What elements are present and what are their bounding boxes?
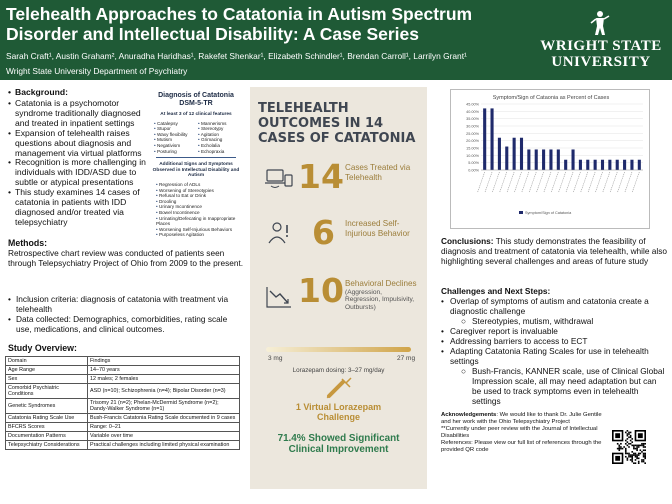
- x-tick-label: [500, 172, 507, 192]
- chart-bar: [505, 147, 508, 170]
- table-row: [6, 423, 240, 432]
- methods-heading: Methods:: [8, 238, 48, 248]
- qr-module: [643, 446, 645, 448]
- dose-min-label: 3 mg: [268, 355, 283, 362]
- dsm-item: • Catalepsy: [154, 121, 194, 127]
- qr-module: [620, 446, 622, 448]
- chart-bar: [616, 160, 619, 170]
- x-tick-label: [603, 172, 610, 192]
- qr-module: [635, 448, 637, 450]
- qr-module: [635, 453, 637, 455]
- chart-bar: [542, 149, 545, 170]
- x-tick-label: [618, 172, 625, 192]
- qr-module: [636, 445, 638, 447]
- x-tick-label: [485, 172, 492, 192]
- qr-module: [643, 449, 645, 451]
- chart-bar: [513, 138, 516, 170]
- qr-module: [631, 454, 633, 456]
- stat-behavioral-title: Behavioral Declines: [345, 279, 417, 288]
- table-value-cell: 12 males; 2 females: [88, 375, 240, 384]
- table-row: [6, 432, 240, 441]
- challenge-item: • Caregiver report is invaluable: [441, 326, 667, 336]
- x-tick-label: [515, 172, 522, 192]
- qr-finder: [615, 433, 620, 438]
- challenges-section: [441, 286, 667, 406]
- table-row: [6, 399, 240, 414]
- chart-bar: [564, 160, 567, 170]
- qr-module: [633, 462, 635, 464]
- qr-module: [636, 458, 638, 460]
- y-tick-label: 30.00%: [466, 124, 479, 129]
- legend-label: Symptom/Sign of Catatonia: [525, 211, 572, 215]
- background-bullet: • Expansion of telehealth raises questions about diagnosis and management via virtual platforms: [8, 129, 148, 159]
- chart-bar: [586, 160, 589, 170]
- qr-module: [630, 435, 632, 437]
- challenge-item: ○ Bush-Francis, KANNER scale, use of Clinical Global Impression scale, all may need adaptation but can be used to track symptoms even in telehealth settings: [441, 366, 667, 406]
- qr-module: [633, 454, 635, 456]
- qr-module: [627, 433, 629, 435]
- x-tick-label: [551, 172, 558, 192]
- dsm-item: • Worsening of Stereotypies: [156, 188, 240, 194]
- dsm-item: • Posturing: [154, 149, 194, 155]
- study-overview-table: [5, 356, 240, 450]
- stat-behavioral-label: [345, 279, 417, 312]
- x-tick-label: [573, 172, 580, 192]
- table-value-cell: 14–70 years: [88, 366, 240, 375]
- table-key-cell: Telepsychiatry Considerations: [6, 441, 88, 450]
- conclusions-section: [441, 236, 667, 266]
- stat-cases-label: Cases Treated via Telehealth: [345, 163, 411, 182]
- y-tick-label: 10.00%: [466, 153, 479, 158]
- qr-module: [635, 459, 637, 461]
- qr-module: [625, 440, 627, 442]
- qr-module: [644, 443, 646, 445]
- qr-module: [630, 459, 632, 461]
- table-value-cell: Findings: [88, 357, 240, 366]
- y-tick-label: 35.00%: [466, 117, 479, 122]
- outcomes-infographic: [250, 87, 427, 489]
- qr-module: [620, 443, 622, 445]
- qr-module: [627, 459, 629, 461]
- stat-cases-number: 14: [298, 157, 344, 196]
- challenge-item: ○ Stereotypies, mutism, withdrawal: [441, 316, 667, 326]
- x-tick-label: [492, 172, 499, 192]
- stat-self-injury-number: 6: [312, 213, 335, 252]
- chart-bar: [594, 160, 597, 170]
- y-tick-label: 45.00%: [466, 102, 479, 107]
- qr-module: [641, 459, 643, 461]
- qr-module: [633, 446, 635, 448]
- table-row: [6, 441, 240, 450]
- qr-module: [636, 456, 638, 458]
- acknowledgements: [441, 412, 611, 453]
- y-tick-label: 25.00%: [466, 131, 479, 136]
- qr-module: [618, 449, 620, 451]
- qr-module: [638, 458, 640, 460]
- qr-module: [627, 435, 629, 437]
- challenges-heading: Challenges and Next Steps:: [441, 286, 551, 296]
- qr-module: [627, 458, 629, 460]
- chart-bar: [520, 138, 523, 170]
- qr-module: [618, 448, 620, 450]
- x-tick-label: [610, 172, 617, 192]
- qr-module: [628, 436, 630, 438]
- dsm-item: • Negativism: [154, 143, 194, 149]
- symptom-bar-chart: [450, 89, 650, 229]
- lorazepam-challenge: 1 Virtual Lorazepam Challenge: [295, 402, 382, 422]
- qr-module: [635, 445, 637, 447]
- qr-code[interactable]: [612, 430, 646, 464]
- y-tick-label: 5.00%: [468, 161, 479, 166]
- qr-module: [627, 441, 629, 443]
- chart-bar: [490, 108, 493, 170]
- background-section: [8, 87, 148, 228]
- stat-behavioral-sub: (Aggression, Regression, Impulsivity, Outbursts): [345, 288, 415, 311]
- table-value-cell: Trisomy 21 (n=2); Phelan-McDermid Syndrome (n=2); Dandy-Walker Syndrome (n=1): [88, 399, 240, 414]
- figure-emblem-icon: [588, 10, 612, 36]
- table-row: [6, 414, 240, 423]
- qr-module: [631, 456, 633, 458]
- qr-module: [631, 459, 633, 461]
- qr-module: [640, 445, 642, 447]
- table-key-cell: Catatonia Rating Scale Use: [6, 414, 88, 423]
- dsm-item: • Stereotypy: [198, 126, 238, 132]
- peer-review-note: **Currently under peer review with the Journal of Intellectual Disabilities: [441, 425, 598, 439]
- x-tick-label: [544, 172, 551, 192]
- qr-module: [641, 445, 643, 447]
- x-tick-label: [478, 172, 485, 192]
- ack-text: : We would like to thank Dr. Julie Gentile and her work with the Ohio Telepsychiatry Project: [441, 412, 602, 425]
- ack-label: Acknowledgements: [441, 412, 497, 418]
- chart-bar: [571, 149, 574, 170]
- qr-module: [628, 456, 630, 458]
- qr-module: [636, 448, 638, 450]
- legend-swatch: [519, 211, 523, 214]
- qr-module: [636, 449, 638, 451]
- x-tick-label: [581, 172, 588, 192]
- background-bullet: • Recognition is more challenging in individuals with IDD/ASD due to subtle or atypical presentations: [8, 158, 148, 188]
- y-tick-label: 20.00%: [466, 139, 479, 144]
- qr-module: [643, 445, 645, 447]
- stat-behavioral-number: 10: [298, 271, 344, 310]
- x-tick-label: [537, 172, 544, 192]
- qr-module: [633, 445, 635, 447]
- methods-bullet: • Data collected: Demographics, comorbidities, rating scale use, medications, and clinical outcomes.: [8, 314, 244, 334]
- methods-bullets: [8, 294, 244, 334]
- dsm-item: • Regression of ADLs: [156, 182, 240, 188]
- table-key-cell: BFCRS Scores: [6, 423, 88, 432]
- study-overview-heading: Study Overview:: [8, 343, 77, 353]
- x-tick-label: [507, 172, 514, 192]
- qr-module: [617, 443, 619, 445]
- qr-module: [643, 453, 645, 455]
- chart-bar: [549, 149, 552, 170]
- qr-module: [644, 462, 646, 464]
- qr-module: [631, 451, 633, 453]
- qr-module: [644, 458, 646, 460]
- qr-module: [641, 451, 643, 453]
- table-row: [6, 384, 240, 399]
- qr-module: [631, 438, 633, 440]
- qr-module: [640, 449, 642, 451]
- outcomes-heading: TELEHEALTH OUTCOMES IN 14 CASES OF CATATONIA: [258, 101, 416, 146]
- x-tick-label: [522, 172, 529, 192]
- dsm-item: • Drooling: [156, 199, 240, 205]
- chart-bar: [483, 108, 486, 170]
- qr-module: [631, 461, 633, 463]
- qr-module: [628, 433, 630, 435]
- qr-module: [628, 454, 630, 456]
- additional-signs-list: [156, 182, 240, 238]
- qr-module: [638, 461, 640, 463]
- dsm-item: • Waxy flexibility: [154, 132, 194, 138]
- table-key-cell: Age Range: [6, 366, 88, 375]
- qr-module: [625, 448, 627, 450]
- background-bullet: • This study examines 14 cases of catatonia in patients with IDD diagnosed and/or treated via telepsychiatry: [8, 188, 148, 228]
- qr-module: [635, 462, 637, 464]
- dsm-item: • Worsening Self-Injurious Behaviors: [156, 227, 240, 233]
- qr-module: [638, 454, 640, 456]
- qr-module: [636, 454, 638, 456]
- methods-section: [8, 238, 244, 268]
- chart-bar: [535, 149, 538, 170]
- chart-title: Symptom/Sign of Cataonia as Percent of Cases: [492, 95, 610, 101]
- author-list: Sarah Craft¹, Austin Graham², Anuradha Haridhas¹, Rakefet Shenkar¹, Elizabeth Schindler¹, Brendan Carroll¹, Larrilyn Grant¹: [6, 51, 467, 61]
- bar-chart-svg: [451, 90, 651, 230]
- qr-module: [631, 441, 633, 443]
- qr-module: [644, 454, 646, 456]
- background-heading: • Background:: [8, 87, 68, 97]
- dose-max-label: 27 mg: [397, 355, 416, 362]
- dsm-item: • Agitation: [198, 132, 238, 138]
- dosing-gradient-bar: [266, 347, 411, 352]
- qr-finder: [615, 456, 620, 461]
- chart-bar: [630, 160, 633, 170]
- table-value-cell: ASD (n=10); Schizophrenia (n=4); Bipolar Disorder (n=3): [88, 384, 240, 399]
- qr-module: [630, 454, 632, 456]
- qr-module: [630, 443, 632, 445]
- qr-module: [644, 449, 646, 451]
- table-value-cell: Practical challenges including limited physical examination: [88, 441, 240, 450]
- qr-module: [641, 443, 643, 445]
- qr-module: [618, 446, 620, 448]
- qr-module: [638, 462, 640, 464]
- qr-module: [630, 440, 632, 442]
- table-key-cell: Documentation Patterns: [6, 432, 88, 441]
- qr-module: [625, 443, 627, 445]
- qr-module: [638, 453, 640, 455]
- table-value-cell: Range: 0–21: [88, 423, 240, 432]
- background-bullet: • Catatonia is a psychomotor syndrome traditionally diagnosed and treated in inpatient settings: [8, 99, 148, 129]
- dsm-item: • Echopraxia: [198, 149, 238, 155]
- qr-module: [625, 456, 627, 458]
- qr-module: [644, 453, 646, 455]
- qr-module: [641, 461, 643, 463]
- dsm-item: • Mannerisms: [198, 121, 238, 127]
- table-row: [6, 357, 240, 366]
- qr-module: [635, 456, 637, 458]
- x-tick-label: [632, 172, 639, 192]
- logo-line-1: WRIGHT STATE: [540, 38, 662, 54]
- qr-module: [625, 449, 627, 451]
- qr-module: [627, 438, 629, 440]
- chart-bar: [638, 160, 641, 170]
- qr-module: [628, 443, 630, 445]
- chart-bar: [498, 138, 501, 170]
- qr-module: [627, 430, 629, 432]
- x-tick-label: [596, 172, 603, 192]
- qr-module: [627, 445, 629, 447]
- poster-title: Telehealth Approaches to Catatonia in Autism Spectrum Disorder and Intellectual Disability: A Case Series: [6, 4, 473, 44]
- logo-line-2: UNIVERSITY: [551, 54, 651, 70]
- dsm-item: • Bowel Incontinence: [156, 210, 240, 216]
- dsm-item: • Refusal to Eat or Drink: [156, 193, 240, 199]
- qr-module: [630, 432, 632, 434]
- syringe-icon: [325, 376, 353, 400]
- additional-signs-title: Additional Signs and Symptoms Observed in Intellectual Disability and Autism: [152, 162, 240, 179]
- table-row: [6, 375, 240, 384]
- qr-module: [638, 445, 640, 447]
- qr-module: [643, 443, 645, 445]
- qr-module: [628, 432, 630, 434]
- x-tick-label: [625, 172, 632, 192]
- qr-module: [630, 436, 632, 438]
- qr-module: [625, 432, 627, 434]
- stat-self-injury-label: Increased Self-Injurious Behavior: [345, 219, 410, 238]
- challenges-list: [441, 296, 667, 406]
- y-tick-label: 0.00%: [468, 168, 479, 173]
- qr-module: [643, 456, 645, 458]
- affiliation: Wright State University Department of Psychiatry: [6, 66, 188, 76]
- qr-module: [625, 451, 627, 453]
- methods-text: Retrospective chart review was conducted of patients seen through Telepsychiatry Project of Ohio from 2009 to the present.: [8, 248, 244, 268]
- dsm-feature-column-2: [198, 121, 238, 155]
- conclusions-label: Conclusions:: [441, 236, 494, 246]
- challenge-item: • Adapting Catatonia Rating Scales for use in telehealth settings: [441, 346, 667, 366]
- chart-bar: [608, 160, 611, 170]
- qr-module: [640, 453, 642, 455]
- dsm-item: • Mutism: [154, 137, 194, 143]
- qr-module: [644, 446, 646, 448]
- qr-module: [617, 448, 619, 450]
- qr-module: [620, 448, 622, 450]
- dose-caption: Lorazepam dosing: 3–27 mg/day: [292, 367, 385, 374]
- x-tick-label: [529, 172, 536, 192]
- improvement-stat: 71.4% Showed Significant Clinical Improvement: [277, 433, 400, 455]
- chart-bar: [623, 160, 626, 170]
- qr-module: [638, 446, 640, 448]
- dsm-subtitle: At least 3 of 12 clinical features: [160, 112, 232, 117]
- university-logo: [536, 6, 666, 74]
- x-tick-label: [559, 172, 566, 192]
- qr-module: [623, 446, 625, 448]
- table-key-cell: Comorbid Psychiatric Conditions: [6, 384, 88, 399]
- qr-module: [643, 461, 645, 463]
- qr-module: [643, 454, 645, 456]
- table-value-cell: Bush-Francis Catatonia Rating Scale documented in 9 cases: [88, 414, 240, 423]
- qr-module: [618, 445, 620, 447]
- qr-module: [633, 448, 635, 450]
- qr-module: [627, 453, 629, 455]
- methods-bullet: • Inclusion criteria: diagnosis of catatonia with treatment via telehealth: [8, 294, 244, 314]
- chart-bar: [601, 160, 604, 170]
- devices-icon: [265, 167, 293, 191]
- qr-module: [633, 453, 635, 455]
- table-row: [6, 366, 240, 375]
- dsm-item: • Urinating/Defecating in Inappropriate Places: [156, 216, 240, 227]
- y-tick-label: 40.00%: [466, 109, 479, 114]
- dsm-item: • Stupor: [154, 126, 194, 132]
- dsm-item: • Echolalia: [198, 143, 238, 149]
- qr-module: [636, 446, 638, 448]
- y-tick-label: 15.00%: [466, 146, 479, 151]
- dsm-feature-column-1: [154, 121, 194, 155]
- qr-module: [643, 459, 645, 461]
- dsm-item: • Grimacing: [198, 137, 238, 143]
- qr-module: [635, 454, 637, 456]
- qr-module: [630, 456, 632, 458]
- person-alert-icon: [265, 221, 293, 245]
- table-key-cell: Domain: [6, 357, 88, 366]
- qr-module: [625, 453, 627, 455]
- chart-decline-icon: [265, 285, 293, 309]
- dsm-item: • Urinary Incontinence: [156, 204, 240, 210]
- table-value-cell: Variable over time: [88, 432, 240, 441]
- qr-module: [628, 446, 630, 448]
- chart-bar: [579, 160, 582, 170]
- poster-header: [0, 0, 672, 80]
- x-tick-label: [566, 172, 573, 192]
- conclusions-text: This study demonstrates the feasibility of diagnosis and treatment of catatonia via telehealth, while also highlighting several challenges and areas of future study: [441, 236, 668, 266]
- divider: [156, 157, 236, 158]
- qr-module: [631, 458, 633, 460]
- chart-bar: [557, 149, 560, 170]
- table-key-cell: Sex: [6, 375, 88, 384]
- qr-module: [622, 448, 624, 450]
- qr-finder: [638, 433, 643, 438]
- qr-module: [628, 453, 630, 455]
- references-note: References: Please view our full list of references through the provided QR code: [441, 439, 602, 453]
- challenge-item: • Addressing barriers to access to ECT: [441, 336, 667, 346]
- challenge-item: • Overlap of symptoms of autism and catatonia create a diagnostic challenge: [441, 296, 667, 316]
- qr-module: [644, 456, 646, 458]
- dsm-item: • Purposeless Agitation: [156, 232, 240, 238]
- table-key-cell: Genetic Syndromes: [6, 399, 88, 414]
- chart-bar: [527, 149, 530, 170]
- dsm-title: Diagnosis of Catatonia DSM-5-TR: [158, 92, 234, 107]
- x-tick-label: [588, 172, 595, 192]
- qr-module: [631, 445, 633, 447]
